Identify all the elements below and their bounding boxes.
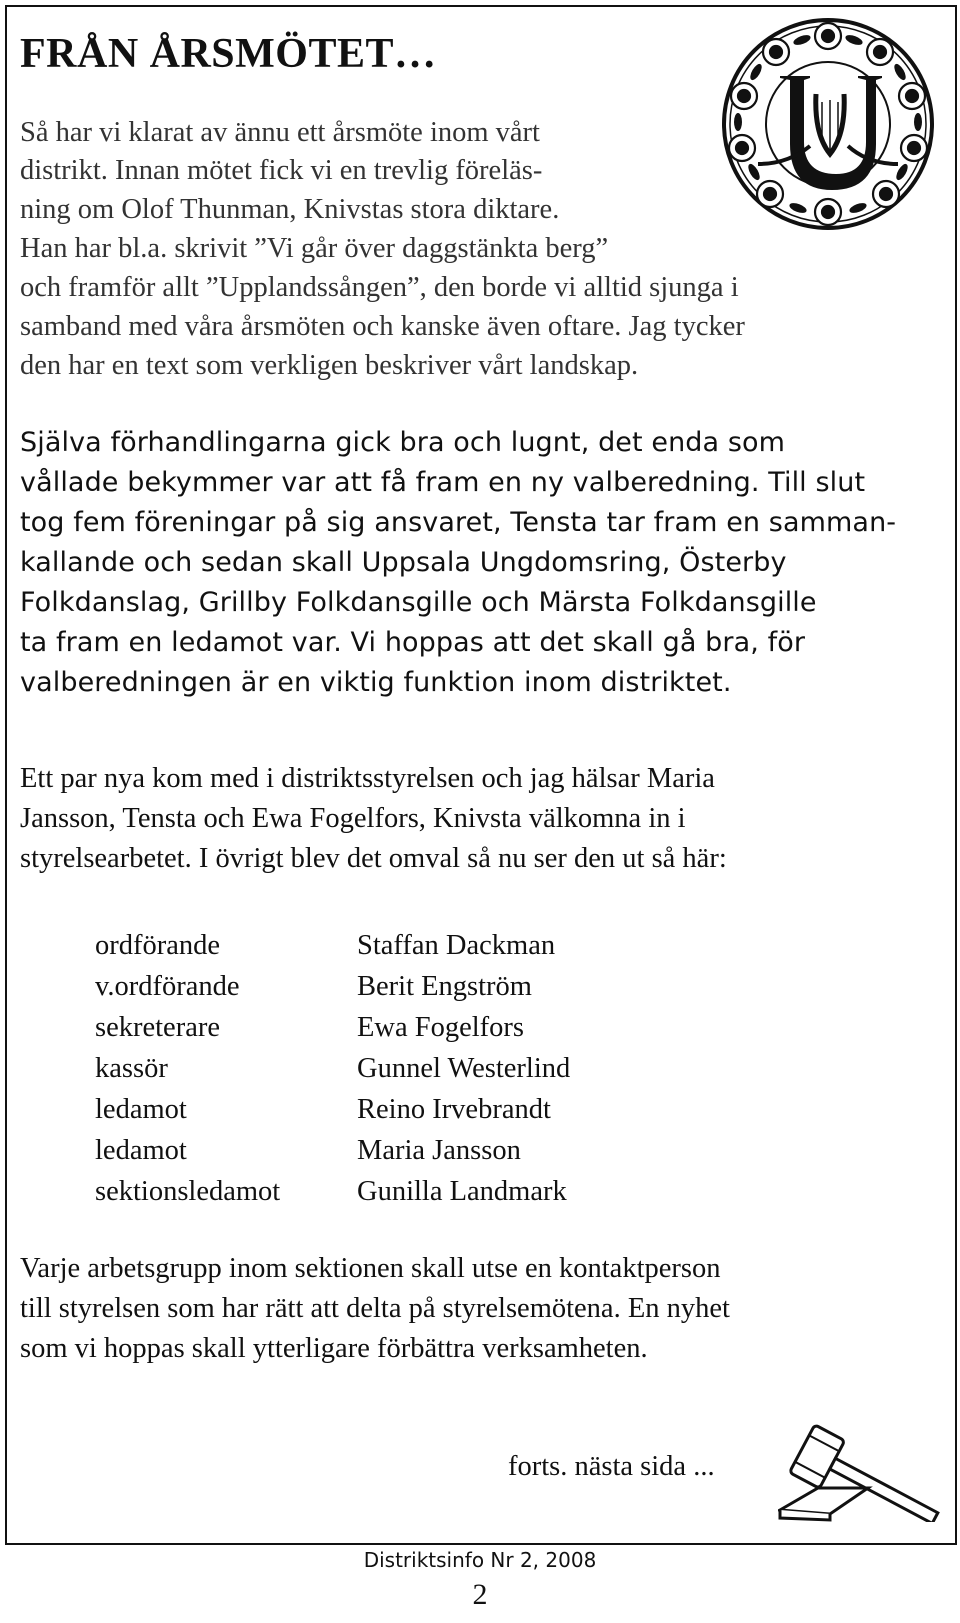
roster-name: Berit Engström bbox=[357, 971, 532, 1002]
roster-row bbox=[95, 966, 570, 1007]
intro-line-7: den har en text som verkligen beskriver vårt landskap. bbox=[20, 350, 639, 381]
roster-role: ordförande bbox=[95, 930, 221, 961]
workgroup-line-1: Varje arbetsgrupp inom sektionen skall utse en kontaktperson bbox=[20, 1253, 721, 1284]
board-line-3: styrelsearbetet. I övrigt blev det omval så nu ser den ut så här: bbox=[20, 843, 727, 874]
meeting-line-3: tog fem föreningar på sig ansvaret, Tensta tar fram en samman- bbox=[20, 507, 897, 538]
roster-role: sektionsledamot bbox=[95, 1176, 281, 1207]
intro-line-3: ning om Olof Thunman, Knivstas stora diktare. bbox=[20, 194, 560, 225]
continued-text: forts. nästa sida ... bbox=[508, 1451, 715, 1482]
meeting-line-7: valberedningen är en viktig funktion inom distriktet. bbox=[20, 667, 732, 698]
roster-name: Ewa Fogelfors bbox=[357, 1012, 525, 1043]
workgroup-line-3: som vi hoppas skall ytterligare förbättra verksamheten. bbox=[20, 1333, 648, 1364]
roster-role: kassör bbox=[95, 1053, 168, 1084]
intro-line-5: och framför allt ”Upplandssången”, den borde vi alltid sjunga i bbox=[20, 272, 739, 303]
board-line-2: Jansson, Tensta och Ewa Fogelfors, Knivsta välkomna in i bbox=[20, 803, 686, 834]
intro-line-6: samband med våra årsmöten och kanske även oftare. Jag tycker bbox=[20, 311, 745, 342]
roster-name: Maria Jansson bbox=[357, 1135, 521, 1166]
roster-role: ledamot bbox=[95, 1135, 187, 1166]
roster-name: Reino Irvebrandt bbox=[357, 1094, 551, 1125]
roster-row bbox=[95, 1007, 570, 1048]
roster-role: v.ordförande bbox=[95, 971, 240, 1002]
gavel-icon bbox=[778, 1422, 950, 1522]
roster-role: sekreterare bbox=[95, 1012, 220, 1043]
roster-row bbox=[95, 1048, 570, 1089]
roster-name: Staffan Dackman bbox=[357, 930, 556, 961]
page-title: FRÅN ÅRSMÖTET… bbox=[20, 31, 437, 77]
footer-issue: Distriktsinfo Nr 2, 2008 bbox=[363, 1548, 597, 1572]
intro-line-4: Han har bl.a. skrivit ”Vi går över daggstänkta berg” bbox=[20, 233, 609, 264]
intro-line-1: Så har vi klarat av ännu ett årsmöte inom vårt bbox=[20, 117, 540, 148]
meeting-line-5: Folkdanslag, Grillby Folkdansgille och Märsta Folkdansgille bbox=[20, 587, 817, 618]
board-roster bbox=[95, 925, 570, 1212]
roster-name: Gunilla Landmark bbox=[357, 1176, 567, 1207]
roster-row bbox=[95, 1171, 570, 1212]
workgroup-line-2: till styrelsen som har rätt att delta på styrelsemötena. En nyhet bbox=[20, 1293, 730, 1324]
intro-line-2: distrikt. Innan mötet fick vi en trevlig föreläs- bbox=[20, 155, 543, 186]
roster-row bbox=[95, 1130, 570, 1171]
meeting-line-2: vållade bekymmer var att få fram en ny valberedning. Till slut bbox=[20, 467, 866, 498]
roster-role: ledamot bbox=[95, 1094, 187, 1125]
meeting-line-4: kallande och sedan skall Uppsala Ungdomsring, Österby bbox=[20, 547, 787, 578]
page-number: 2 bbox=[472, 1578, 488, 1611]
emblem-logo-icon bbox=[718, 14, 938, 234]
roster-name: Gunnel Westerlind bbox=[357, 1053, 571, 1084]
meeting-line-1: Själva förhandlingarna gick bra och lugnt, det enda som bbox=[20, 427, 786, 458]
meeting-line-6: ta fram en ledamot var. Vi hoppas att det skall gå bra, för bbox=[20, 627, 806, 658]
board-line-1: Ett par nya kom med i distriktsstyrelsen och jag hälsar Maria bbox=[20, 763, 715, 794]
roster-row bbox=[95, 925, 570, 966]
roster-row bbox=[95, 1089, 570, 1130]
